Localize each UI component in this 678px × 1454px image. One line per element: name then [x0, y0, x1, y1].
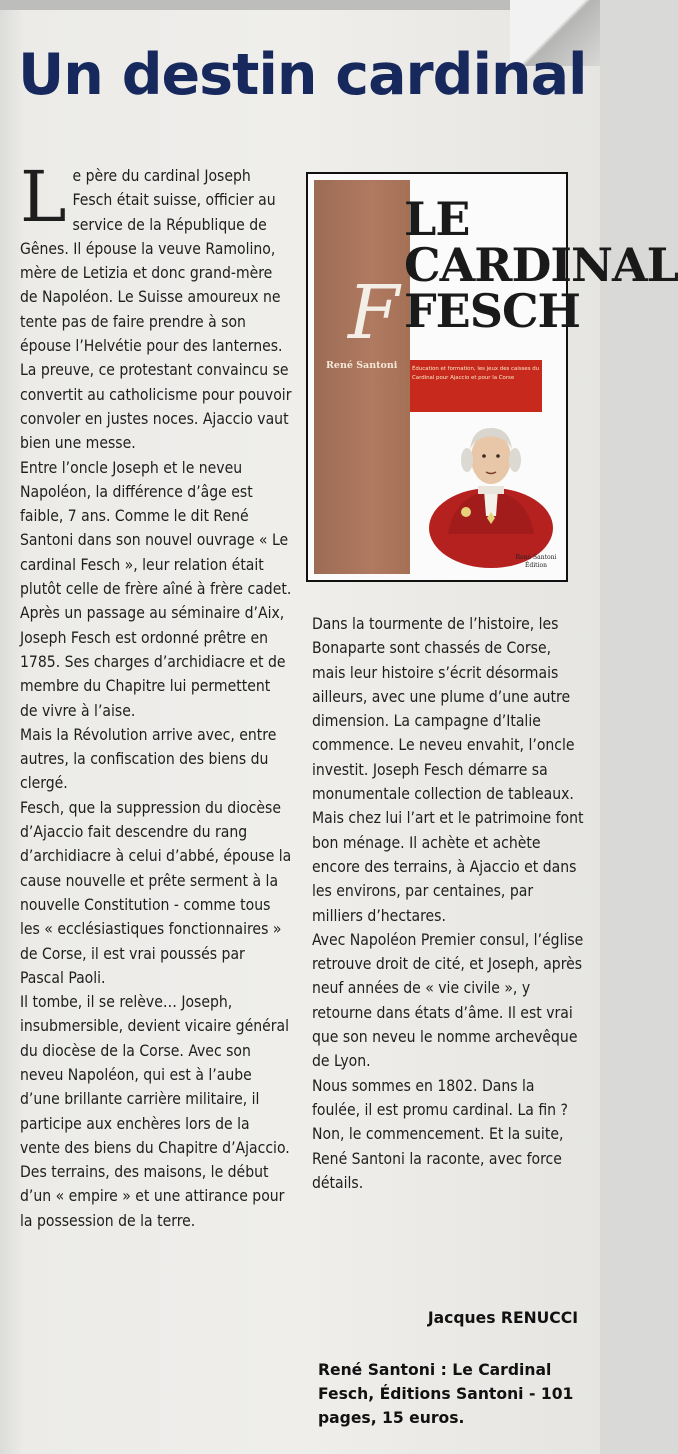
drop-cap: L — [20, 156, 67, 238]
book-credit: René Santoni : Le Cardinal Fesch, Éditions Santoni - 101 pages, 15 euros. — [318, 1361, 574, 1427]
paragraph: Fesch, que la suppression du diocèse d’Ajaccio fait descendre du rang d’archidiacre à celui d’abbé, épouse la cause nouvelle et prête serment à la nouvelle Constitution - comme tous les « ecclésiastiques fonctionnaires » de Corse, il est vrai poussés par Pascal Paoli. — [20, 798, 292, 987]
paragraph: Nous sommes en 1802. Dans la foulée, il est promu cardinal. La fin ? Non, le commencement. Et la suite, René Santoni la raconte, avec force détails. — [312, 1076, 568, 1192]
paragraph: Dans la tourmente de l’histoire, les Bonaparte sont chassés de Corse, mais leur histoire s’écrit désormais ailleurs, avec une plume d’une autre dimension. La campagne d’Italie commence. Le neveu envahit, l’oncle investit. Joseph Fesch démarre sa monumentale collection de tableaux. — [312, 615, 575, 804]
cover-publisher: René Santoni Édition — [515, 554, 557, 569]
paragraph: e père du cardinal Joseph Fesch était suisse, officier au service de la République de Gênes. Il épouse la veuve Ramolino, mère de Letizia et donc grand-mère de Napoléon. Le Suisse amoureux ne tente pas de faire prendre à son épouse l’Helvétie pour des lanternes. La preuve, ce protestant convaincu se convertit au catholicisme pour pouvoir convoler en justes noces. Ajaccio vaut bien une messe. — [20, 167, 292, 453]
book-spine-panel — [314, 180, 410, 574]
article-author: Jacques RENUCCI — [427, 1309, 578, 1327]
book-cover-image — [306, 172, 678, 582]
cover-title: LE CARDINAL FESCH — [404, 192, 678, 338]
paragraph: Mais la Révolution arrive avec, entre autres, la confiscation des biens du clergé. — [20, 725, 277, 793]
paragraph: Entre l’oncle Joseph et le neveu Napoléon, la différence d’âge est faible, 7 ans. Comme le dit René Santoni dans son nouvel ouvrage « Le cardinal Fesch », leur relation était plutôt celle de frère aîné à frère cadet. — [20, 458, 292, 599]
article-column-1 — [20, 156, 292, 1233]
article-headline: Un destin cardinal — [18, 42, 587, 108]
paragraph: Il tombe, il se relève… Joseph, insubmersible, devient vicaire général du diocèse de la Corse. Avec son neveu Napoléon, qui est à l’aube d’une brillante carrière militaire, il participe aux enchères lors de la vente des biens du Chapitre d’Ajaccio. Des terrains, des maisons, le début d’un « empire » et une attirance pour la possession de la terre. — [20, 993, 290, 1230]
paragraph: Mais chez lui l’art et le patrimoine font bon ménage. Il achète et achète encore des terrains, à Ajaccio et dans les environs, par centaines, par milliers d’hectares. — [312, 809, 584, 925]
cover-script-letter: F — [348, 270, 400, 356]
paragraph: Avec Napoléon Premier consul, l’église retrouve droit de cité, et Joseph, après neuf années de « vie civile », y retourne dans états d’âme. Il est vrai que son neveu le nomme archevêque de Lyon. — [312, 930, 584, 1071]
article-column-2 — [312, 612, 584, 1195]
cover-author: René Santoni — [326, 360, 398, 371]
cardinal-portrait-illustration — [426, 416, 556, 534]
paragraph: Après un passage au séminaire d’Aix, Joseph Fesch est ordonné prêtre en 1785. Ses charges d’archidiacre et de membre du Chapitre lui permettent de vivre à l’aise. — [20, 604, 286, 720]
cover-band-text: Éducation et formation, les jeux des caisses du Cardinal pour Ajaccio et pour la Corse — [412, 366, 540, 381]
